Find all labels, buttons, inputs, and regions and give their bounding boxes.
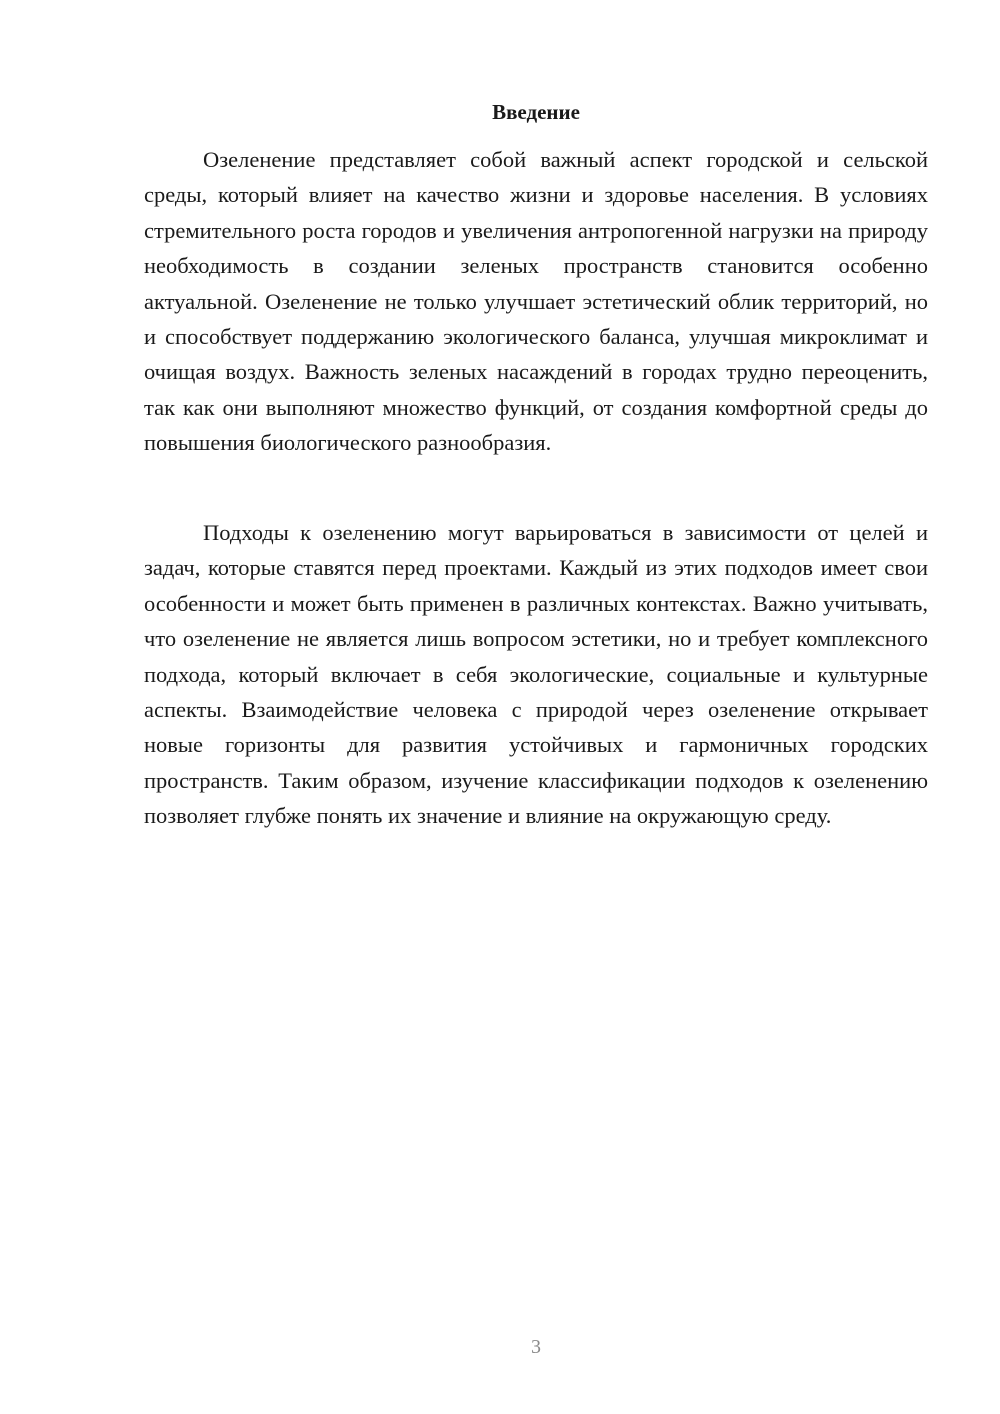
page-number: 3: [531, 1336, 541, 1358]
body-paragraph-2: Подходы к озеленению могут варьироваться в зависимости от целей и задач, которые ставятся перед проектами. Каждый из этих подходов имеет свои особенности и может быть применен в различных контекстах. Важно учитывать, что озеленение не является лишь вопросом эстетики, но и требует комплексного подхода, который включает в себя экологические, социальные и культурные аспекты. Взаимодействие человека с природой через озеленение открывает новые горизонты для развития устойчивых и гармоничных городских пространств. Таким образом, изучение классификации подходов к озеленению позволяет глубже понять их значение и влияние на окружающую среду.: [144, 520, 928, 829]
section-heading: Введение: [492, 100, 580, 124]
body-paragraph-1: Озеленение представляет собой важный аспект городской и сельской среды, который влияет на качество жизни и здоровье населения. В условиях стремительного роста городов и увеличения антропогенной нагрузки на природу необходимость в создании зеленых пространств становится особенно актуальной. Озеленение не только улучшает эстетический облик территорий, но и способствует поддержанию экологического баланса, улучшая микроклимат и очищая воздух. Важность зеленых насаждений в городах трудно переоценить, так как они выполняют множество функций, от создания комфортной среды до повышения биологического разнообразия.: [144, 147, 928, 456]
